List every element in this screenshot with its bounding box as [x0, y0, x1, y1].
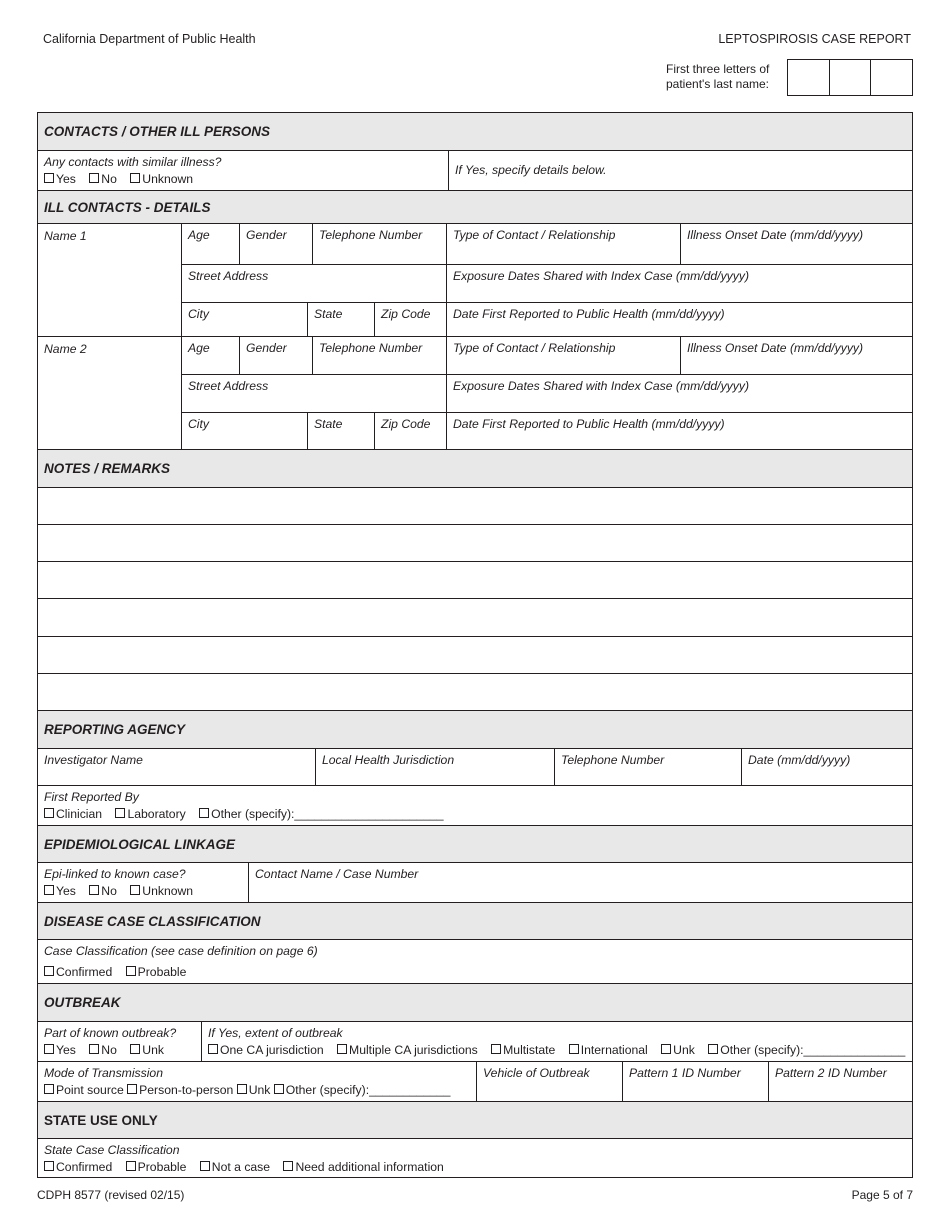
section-ill-contacts: ILL CONTACTS - DETAILS — [38, 190, 912, 223]
notes-line[interactable] — [38, 673, 912, 710]
yes-checkbox[interactable]: Yes — [44, 172, 76, 186]
unknown-checkbox[interactable]: Unknown — [130, 884, 193, 898]
no-checkbox[interactable]: No — [89, 172, 117, 186]
telephone-field[interactable]: Telephone Number — [312, 337, 446, 374]
notes-line[interactable] — [38, 524, 912, 561]
first-reported-date-field[interactable]: Date First Reported to Public Health (mm/dd/yyyy) — [446, 413, 912, 449]
exposure-dates-field[interactable]: Exposure Dates Shared with Index Case (mm/dd/yyyy) — [446, 375, 912, 412]
contact-type-field[interactable]: Type of Contact / Relationship — [446, 224, 680, 264]
agency-name: California Department of Public Health — [43, 32, 256, 46]
initial-box-3[interactable] — [871, 60, 912, 95]
gender-field[interactable]: Gender — [239, 337, 312, 374]
probable-checkbox[interactable]: Probable — [126, 1160, 187, 1174]
initial-box-2[interactable] — [830, 60, 872, 95]
point-source-checkbox[interactable]: Point source — [44, 1083, 124, 1097]
other-checkbox[interactable]: Other (specify):____________ — [274, 1083, 451, 1097]
clinician-checkbox[interactable]: Clinician — [44, 807, 102, 821]
zip-field[interactable]: Zip Code — [374, 303, 446, 336]
form-id: CDPH 8577 (revised 02/15) — [37, 1188, 185, 1202]
city-field[interactable]: City — [188, 307, 209, 321]
mode-of-transmission-field: Mode of Transmission Point source Person-to-person Unk Other (specify):____________ — [44, 1066, 451, 1097]
part-of-outbreak-field: Part of known outbreak? Yes No Unk — [44, 1026, 177, 1057]
section-classification: DISEASE CASE CLASSIFICATION — [38, 902, 912, 939]
vehicle-field[interactable]: Vehicle of Outbreak — [476, 1062, 622, 1101]
one-jurisdiction-checkbox[interactable]: One CA jurisdiction — [208, 1043, 324, 1057]
similar-illness-field: Any contacts with similar illness? Yes No Unknown — [44, 155, 222, 186]
pattern-1-field[interactable]: Pattern 1 ID Number — [622, 1062, 768, 1101]
report-date-field[interactable]: Date (mm/dd/yyyy) — [741, 749, 912, 785]
case-report-form — [37, 112, 913, 1178]
outbreak-extent-field: If Yes, extent of outbreak One CA jurisdiction Multiple CA jurisdictions Multistate International Unk Other (specify):_______________ — [201, 1022, 912, 1061]
contact-name-case-number-field[interactable]: Contact Name / Case Number — [248, 863, 912, 902]
epi-linked-field: Epi-linked to known case? Yes No Unknown — [44, 867, 194, 898]
initial-box-1[interactable] — [788, 60, 830, 95]
yes-checkbox[interactable]: Yes — [44, 884, 76, 898]
other-checkbox[interactable]: Other (specify):_______________ — [708, 1043, 905, 1057]
confirmed-checkbox[interactable]: Confirmed — [44, 965, 112, 979]
unk-checkbox[interactable]: Unk — [237, 1083, 271, 1097]
notes-line[interactable] — [38, 561, 912, 598]
section-reporting-agency: REPORTING AGENCY — [38, 710, 912, 748]
state-field[interactable]: State — [307, 303, 374, 336]
yes-checkbox[interactable]: Yes — [44, 1043, 76, 1057]
unknown-checkbox[interactable]: Unknown — [130, 172, 193, 186]
state-field[interactable]: State — [307, 413, 374, 449]
first-reported-by-field: First Reported By Clinician Laboratory Other (specify):______________________ — [44, 790, 444, 821]
person-to-person-checkbox[interactable]: Person-to-person — [127, 1083, 233, 1097]
agency-telephone-field[interactable]: Telephone Number — [554, 749, 741, 785]
onset-date-field[interactable]: Illness Onset Date (mm/dd/yyyy) — [680, 337, 912, 374]
street-field[interactable]: Street Address — [188, 269, 269, 283]
laboratory-checkbox[interactable]: Laboratory — [115, 807, 185, 821]
age-field[interactable]: Age — [188, 341, 210, 355]
pattern-2-field[interactable]: Pattern 2 ID Number — [768, 1062, 912, 1101]
age-field[interactable]: Age — [188, 228, 210, 242]
probable-checkbox[interactable]: Probable — [126, 965, 187, 979]
exposure-dates-field[interactable]: Exposure Dates Shared with Index Case (mm/dd/yyyy) — [446, 265, 912, 302]
section-notes: NOTES / REMARKS — [38, 449, 912, 487]
section-contacts: CONTACTS / OTHER ILL PERSONS — [38, 113, 912, 150]
gender-field[interactable]: Gender — [239, 224, 312, 264]
initials-boxes[interactable] — [787, 59, 913, 96]
investigator-name-field[interactable]: Investigator Name — [44, 753, 143, 767]
zip-field[interactable]: Zip Code — [374, 413, 446, 449]
not-a-case-checkbox[interactable]: Not a case — [200, 1160, 270, 1174]
unk-checkbox[interactable]: Unk — [661, 1043, 695, 1057]
case-classification-field: Case Classification (see case definition on page 6) Confirmed Probable — [44, 944, 318, 979]
initials-label: First three letters of patient's last name: — [666, 62, 770, 91]
need-info-checkbox[interactable]: Need additional information — [283, 1160, 443, 1174]
multistate-checkbox[interactable]: Multistate — [491, 1043, 555, 1057]
no-checkbox[interactable]: No — [89, 1043, 117, 1057]
notes-line[interactable] — [38, 598, 912, 636]
notes-line[interactable] — [38, 487, 912, 524]
contact-1-block — [38, 223, 912, 336]
other-checkbox[interactable]: Other (specify):______________________ — [199, 807, 443, 821]
contact-type-field[interactable]: Type of Contact / Relationship — [446, 337, 680, 374]
telephone-field[interactable]: Telephone Number — [312, 224, 446, 264]
international-checkbox[interactable]: International — [569, 1043, 648, 1057]
page-number: Page 5 of 7 — [851, 1188, 913, 1202]
report-title: LEPTOSPIROSIS CASE REPORT — [718, 32, 911, 46]
notes-line[interactable] — [38, 636, 912, 673]
contact-1-name-field[interactable]: Name 1 — [38, 224, 182, 336]
no-checkbox[interactable]: No — [89, 884, 117, 898]
contact-2-name-field[interactable]: Name 2 — [38, 337, 182, 449]
if-yes-note: If Yes, specify details below. — [448, 151, 912, 190]
section-state-use: STATE USE ONLY — [38, 1101, 912, 1138]
contact-2-block — [38, 336, 912, 449]
unk-checkbox[interactable]: Unk — [130, 1043, 164, 1057]
first-reported-date-field[interactable]: Date First Reported to Public Health (mm/dd/yyyy) — [446, 303, 912, 336]
multiple-jurisdictions-checkbox[interactable]: Multiple CA jurisdictions — [337, 1043, 478, 1057]
section-outbreak: OUTBREAK — [38, 983, 912, 1021]
section-epi-linkage: EPIDEMIOLOGICAL LINKAGE — [38, 825, 912, 862]
onset-date-field[interactable]: Illness Onset Date (mm/dd/yyyy) — [680, 224, 912, 264]
street-field[interactable]: Street Address — [188, 379, 269, 393]
state-classification-field: State Case Classification Confirmed Probable Not a case Need additional information — [44, 1143, 444, 1174]
jurisdiction-field[interactable]: Local Health Jurisdiction — [315, 749, 554, 785]
city-field[interactable]: City — [188, 417, 209, 431]
confirmed-checkbox[interactable]: Confirmed — [44, 1160, 112, 1174]
